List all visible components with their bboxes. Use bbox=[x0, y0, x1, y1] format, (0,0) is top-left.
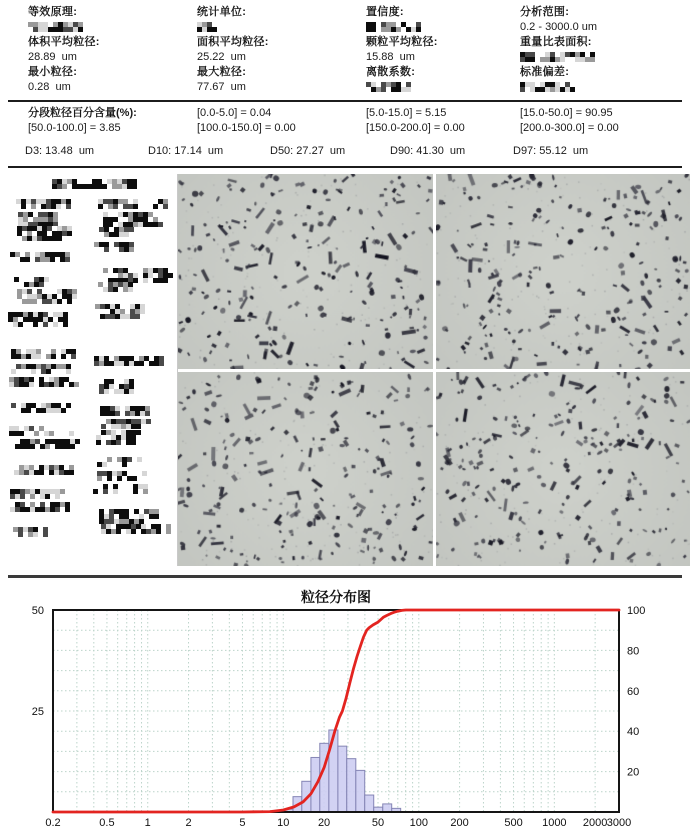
chart-title: 粒径分布图 bbox=[301, 589, 371, 605]
x-axis-tick-label: 2 bbox=[185, 817, 192, 828]
stat-item bbox=[520, 35, 690, 65]
stat-label: 最小粒径: bbox=[28, 66, 78, 78]
redacted-text bbox=[366, 82, 411, 92]
stat-label: 最大粒径: bbox=[197, 66, 247, 78]
segment-value: [50.0-100.0] = 3.85 bbox=[28, 122, 121, 134]
stats-column-4 bbox=[520, 5, 690, 95]
redacted-text bbox=[103, 212, 163, 227]
stat-value: 77.67 um bbox=[197, 81, 246, 93]
segment-value: [200.0-300.0] = 0.00 bbox=[520, 122, 619, 134]
redacted-text bbox=[28, 22, 83, 32]
redacted-text bbox=[11, 349, 76, 359]
x-axis-tick-label: 3000 bbox=[606, 817, 632, 828]
y-right-tick-label: 60 bbox=[627, 685, 640, 698]
stat-value: 15.88 um bbox=[366, 51, 415, 63]
d-value-d90: D90: 41.30 um bbox=[390, 145, 466, 157]
d-values-row bbox=[0, 144, 690, 159]
y-right-tick-label: 80 bbox=[627, 645, 640, 658]
d-value-d10: D10: 17.14 um bbox=[148, 145, 224, 157]
stat-label: 分析范围: bbox=[520, 6, 570, 18]
redacted-text bbox=[10, 252, 75, 262]
stat-label: 离散系数: bbox=[366, 66, 416, 78]
histogram-bar bbox=[329, 730, 338, 812]
stat-value bbox=[197, 20, 366, 35]
x-axis-tick-label: 10 bbox=[277, 817, 290, 828]
redacted-text bbox=[197, 22, 227, 32]
y-left-tick-label: 25 bbox=[31, 706, 44, 718]
redacted-text bbox=[52, 179, 137, 189]
stat-label: 体积平均粒径: bbox=[28, 36, 100, 48]
x-axis-tick-label: 0.5 bbox=[99, 817, 115, 828]
x-axis-tick-label: 50 bbox=[371, 817, 385, 828]
redacted-text bbox=[16, 199, 71, 209]
divider-chart bbox=[8, 575, 682, 578]
redacted-text bbox=[8, 312, 68, 327]
redacted-text bbox=[520, 52, 595, 62]
stat-label: 标准偏差: bbox=[520, 66, 570, 78]
d-value-d50: D50: 27.27 um bbox=[270, 145, 346, 157]
stat-item bbox=[197, 65, 366, 95]
redacted-text bbox=[93, 484, 148, 494]
stat-value bbox=[520, 50, 690, 65]
redacted-text bbox=[14, 277, 49, 287]
histogram-bar bbox=[356, 770, 365, 812]
redacted-text bbox=[15, 439, 80, 449]
segment-value: [150.0-200.0] = 0.00 bbox=[366, 122, 465, 134]
micrograph-panel-2 bbox=[436, 174, 690, 369]
size-distribution-chart bbox=[0, 584, 690, 828]
x-axis-tick-label: 500 bbox=[504, 817, 523, 828]
x-axis-tick-label: 1000 bbox=[542, 817, 567, 828]
x-axis-tick-label: 200 bbox=[450, 817, 469, 828]
redacted-text bbox=[97, 457, 142, 467]
stats-column-3 bbox=[366, 5, 520, 95]
stats-column-1 bbox=[28, 5, 197, 95]
stat-value: 0.28 um bbox=[28, 81, 71, 93]
redacted-text bbox=[9, 377, 79, 387]
redacted-text bbox=[9, 426, 74, 436]
stat-item bbox=[28, 35, 197, 65]
segment-title: 分段粒径百分含量(%): bbox=[28, 107, 137, 119]
stat-item bbox=[366, 65, 520, 95]
histogram-bar bbox=[338, 746, 347, 812]
segment-value: [5.0-15.0] = 5.15 bbox=[366, 107, 447, 119]
redacted-text bbox=[99, 379, 134, 394]
stat-item bbox=[520, 65, 690, 95]
redacted-text bbox=[18, 212, 58, 227]
x-axis-tick-label: 100 bbox=[409, 817, 428, 828]
histogram-bar bbox=[347, 759, 356, 812]
micrograph-panel-4 bbox=[436, 372, 690, 567]
stats-header bbox=[0, 0, 690, 95]
redacted-text bbox=[98, 199, 168, 209]
histogram-bar bbox=[383, 804, 392, 812]
stat-item bbox=[197, 35, 366, 65]
redacted-text bbox=[97, 471, 147, 481]
stat-label: 重量比表面积: bbox=[520, 36, 592, 48]
y-right-tick-label: 40 bbox=[627, 726, 640, 739]
stats-column-2 bbox=[197, 5, 366, 95]
stat-label: 面积平均粒径: bbox=[197, 36, 269, 48]
redacted-text bbox=[10, 502, 70, 512]
redacted-text bbox=[17, 226, 72, 241]
x-axis-tick-label: 20 bbox=[317, 817, 331, 828]
stat-item bbox=[366, 5, 520, 35]
stat-label: 颗粒平均粒径: bbox=[366, 36, 438, 48]
x-axis-tick-label: 1 bbox=[144, 817, 151, 828]
y-left-tick-label: 50 bbox=[31, 605, 44, 617]
histogram-bars bbox=[284, 730, 401, 812]
redacted-measurement-list bbox=[0, 174, 178, 566]
redacted-text bbox=[11, 403, 71, 413]
micrograph-panel-3 bbox=[178, 372, 433, 567]
micrograph-grid bbox=[178, 174, 690, 566]
redacted-text bbox=[520, 82, 575, 92]
stat-item bbox=[366, 35, 520, 65]
redacted-text bbox=[94, 356, 164, 366]
stat-label: 置信度: bbox=[366, 6, 404, 18]
y-right-tick-label: 100 bbox=[627, 605, 646, 617]
redacted-text bbox=[98, 282, 133, 292]
d-value-d97: D97: 55.12 um bbox=[513, 145, 589, 157]
d-value-d3: D3: 13.48 um bbox=[25, 145, 95, 157]
redacted-text bbox=[94, 242, 134, 252]
stat-value bbox=[366, 20, 520, 35]
x-axis-tick-label: 0.2 bbox=[45, 817, 61, 828]
redacted-text bbox=[95, 304, 145, 319]
distribution-chart-svg bbox=[0, 584, 690, 828]
stat-value: 28.89 um bbox=[28, 51, 77, 63]
redacted-text bbox=[11, 364, 71, 374]
redacted-text bbox=[101, 524, 171, 534]
x-axis-tick-label: 5 bbox=[239, 817, 246, 828]
redacted-text bbox=[17, 289, 77, 304]
redacted-text bbox=[100, 406, 150, 416]
x-axis-tick-label: 2000 bbox=[582, 817, 608, 828]
stat-value: 25.22 um bbox=[197, 51, 246, 63]
segment-value: [15.0-50.0] = 90.95 bbox=[520, 107, 613, 119]
redacted-text bbox=[99, 227, 134, 237]
stat-value: 0.2 - 3000.0 um bbox=[520, 21, 598, 33]
segment-percentage-section bbox=[0, 102, 690, 136]
redacted-text bbox=[10, 489, 65, 499]
stat-item bbox=[197, 5, 366, 35]
redacted-text bbox=[14, 465, 74, 475]
divider-dvalues bbox=[8, 166, 682, 168]
stat-label: 等效原理: bbox=[28, 6, 78, 18]
redacted-text bbox=[366, 22, 421, 32]
stat-value bbox=[366, 80, 520, 95]
segment-value: [0.0-5.0] = 0.04 bbox=[197, 107, 272, 119]
stat-label: 统计单位: bbox=[197, 6, 247, 18]
image-section bbox=[0, 174, 690, 566]
stat-item bbox=[28, 5, 197, 35]
redacted-text bbox=[101, 419, 151, 429]
histogram-bar bbox=[365, 795, 374, 812]
micrograph-panel-1 bbox=[178, 174, 433, 369]
stat-value bbox=[28, 20, 197, 35]
stat-item bbox=[520, 5, 690, 35]
stat-value bbox=[520, 80, 690, 95]
redacted-text bbox=[96, 430, 141, 445]
stat-item bbox=[28, 65, 197, 95]
redacted-text bbox=[13, 527, 48, 537]
segment-value: [100.0-150.0] = 0.00 bbox=[197, 122, 296, 134]
y-right-tick-label: 20 bbox=[627, 766, 640, 779]
